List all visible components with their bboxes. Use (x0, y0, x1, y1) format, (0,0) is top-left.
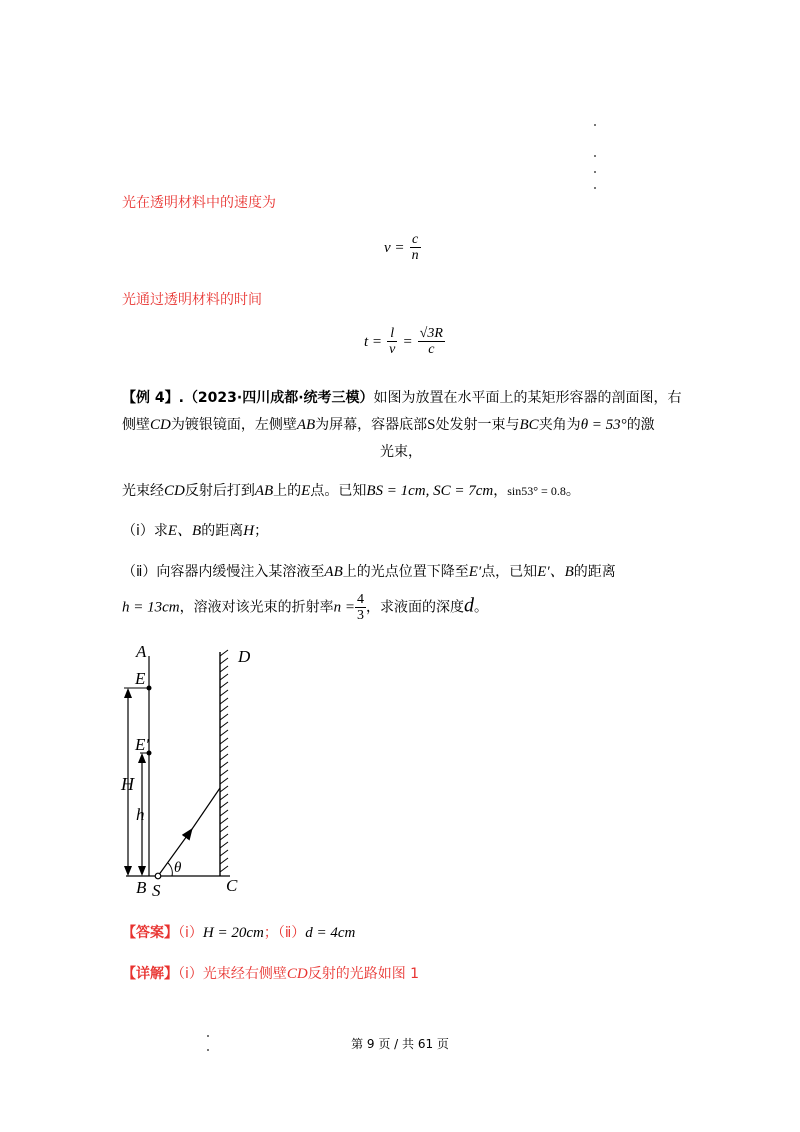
eq2-frac1 (387, 326, 397, 357)
text: ，求液面的深度 (366, 599, 464, 616)
text: 侧壁 (122, 417, 150, 433)
math-bc: BC (519, 417, 539, 433)
answer-value2: d = 4cm (305, 925, 356, 941)
math-ab: AB (254, 483, 274, 499)
text: （ⅱ）向容器内缓慢注入某溶液至 (122, 564, 325, 580)
time-equation (364, 326, 445, 357)
point-s (155, 873, 161, 879)
detail-tag: 【详解】 (122, 966, 178, 982)
example-line1 (122, 387, 682, 407)
label-e-prime: E′ (135, 735, 150, 754)
math-d: d (464, 594, 474, 617)
stray-dot (594, 155, 596, 157)
math-ab: AB (296, 417, 316, 433)
text: 的激 (626, 417, 655, 433)
math-given2: sin53° = 0.8 (507, 484, 566, 498)
frac-num: 4 (357, 592, 364, 607)
h-arrow-top (124, 688, 132, 698)
text: 为屏幕，容器底部 (315, 417, 428, 433)
text: 的距离 (201, 523, 244, 539)
answer-part1: （ⅰ） (178, 925, 203, 941)
question-2 (122, 560, 616, 581)
eq2-num1: l (387, 326, 397, 342)
eq2-frac2 (418, 326, 445, 357)
question-1 (122, 519, 268, 540)
math-angle: θ = 53° (580, 417, 627, 433)
text: ； (254, 523, 269, 539)
math-n: n = (333, 599, 355, 616)
text: 。 (565, 483, 580, 499)
example-text: 如图为放置在水平面上的某矩形容器的剖面图，右 (373, 390, 682, 406)
container-diagram (110, 640, 260, 900)
text: 反射后打到 (184, 483, 255, 499)
answer-value1: H = 20cm (202, 925, 264, 941)
label-a: A (136, 642, 147, 661)
text: （ⅰ）求 (122, 523, 168, 539)
eq2-num2: √3R (419, 326, 443, 341)
time-heading: 光通过透明材料的时间 (122, 292, 262, 308)
label-c: C (226, 876, 238, 895)
stray-dot (594, 171, 596, 173)
math-e: E (301, 483, 311, 499)
speed-heading: 光在透明材料中的速度为 (122, 195, 276, 211)
mirror-hatching (220, 650, 228, 872)
math-ab: AB (324, 564, 343, 580)
eq1-den: n (411, 248, 419, 263)
math-h: H (243, 523, 255, 539)
frac-den: 3 (357, 608, 364, 623)
eq1-fraction (410, 232, 421, 263)
math-given1: BS = 1cm, SC = 7cm (366, 483, 494, 499)
answer-tag: 【答案】 (122, 925, 178, 941)
text: 夹角为 (538, 417, 581, 433)
text: ，溶液对该光束的折射率 (179, 599, 334, 616)
answer-sep: ； (263, 925, 278, 941)
h-arrow-bottom (124, 866, 132, 876)
example-source: （2023·四川成都·统考三模） (183, 390, 374, 406)
example-tag: 【例 4】. (122, 390, 184, 406)
detail-text1: （ⅰ）光束经右侧壁 (178, 966, 287, 982)
answer-line (122, 922, 355, 942)
detail-text2: 反射的光路如图 1 (307, 966, 420, 982)
text: 处发射一束与 (435, 417, 520, 433)
text: 上的光点位置下降至 (342, 564, 469, 580)
math-eb: E、B (167, 523, 202, 539)
label-s: S (152, 881, 161, 900)
stray-dot (594, 187, 596, 189)
small-h-arrow-top (138, 753, 146, 763)
label-small-h: h (136, 805, 145, 824)
refractive-fraction (355, 592, 366, 623)
text: ， (493, 483, 508, 499)
eq2-den1: v (389, 342, 396, 357)
math-cd: CD (150, 417, 171, 433)
text: 点，已知 (481, 564, 538, 580)
math-cd: CD (286, 966, 308, 982)
label-e: E (135, 669, 146, 688)
stray-dot (594, 124, 596, 126)
text: 光束经 (122, 483, 164, 499)
math-e-prime: E′ (468, 564, 482, 580)
math-s: S (427, 417, 436, 433)
eq1-lhs: v = (384, 240, 405, 256)
eq2-equals: = (402, 334, 413, 350)
label-b: B (136, 878, 147, 897)
eq1-num: c (410, 232, 421, 248)
text: 。 (474, 599, 488, 616)
label-theta: θ (174, 860, 182, 876)
example-line4 (122, 480, 580, 500)
text: 的距离 (573, 564, 616, 580)
math-h-value: h = 13cm (122, 599, 180, 616)
angle-arc (168, 863, 172, 876)
speed-equation (384, 232, 421, 263)
detail-line (122, 963, 419, 983)
answer-part2: （ⅱ） (277, 925, 306, 941)
eq2-lhs: t = (364, 334, 383, 350)
eq2-den2: c (428, 342, 435, 357)
text: 为镀银镜面，左侧壁 (170, 417, 297, 433)
label-big-h: H (121, 774, 134, 794)
text: 点。已知 (310, 483, 367, 499)
text: 上的 (273, 483, 302, 499)
laser-beam (190, 788, 220, 832)
question-2-cont (122, 592, 488, 623)
small-h-arrow-bottom (138, 866, 146, 876)
page-footer: 第 9 页 / 共 61 页 (351, 1037, 449, 1051)
example-line2 (122, 414, 682, 434)
example-line3: 光束， (380, 444, 422, 460)
math-cd: CD (164, 483, 185, 499)
label-d: D (238, 647, 251, 666)
math-e-prime-b: E′、B (537, 564, 574, 580)
